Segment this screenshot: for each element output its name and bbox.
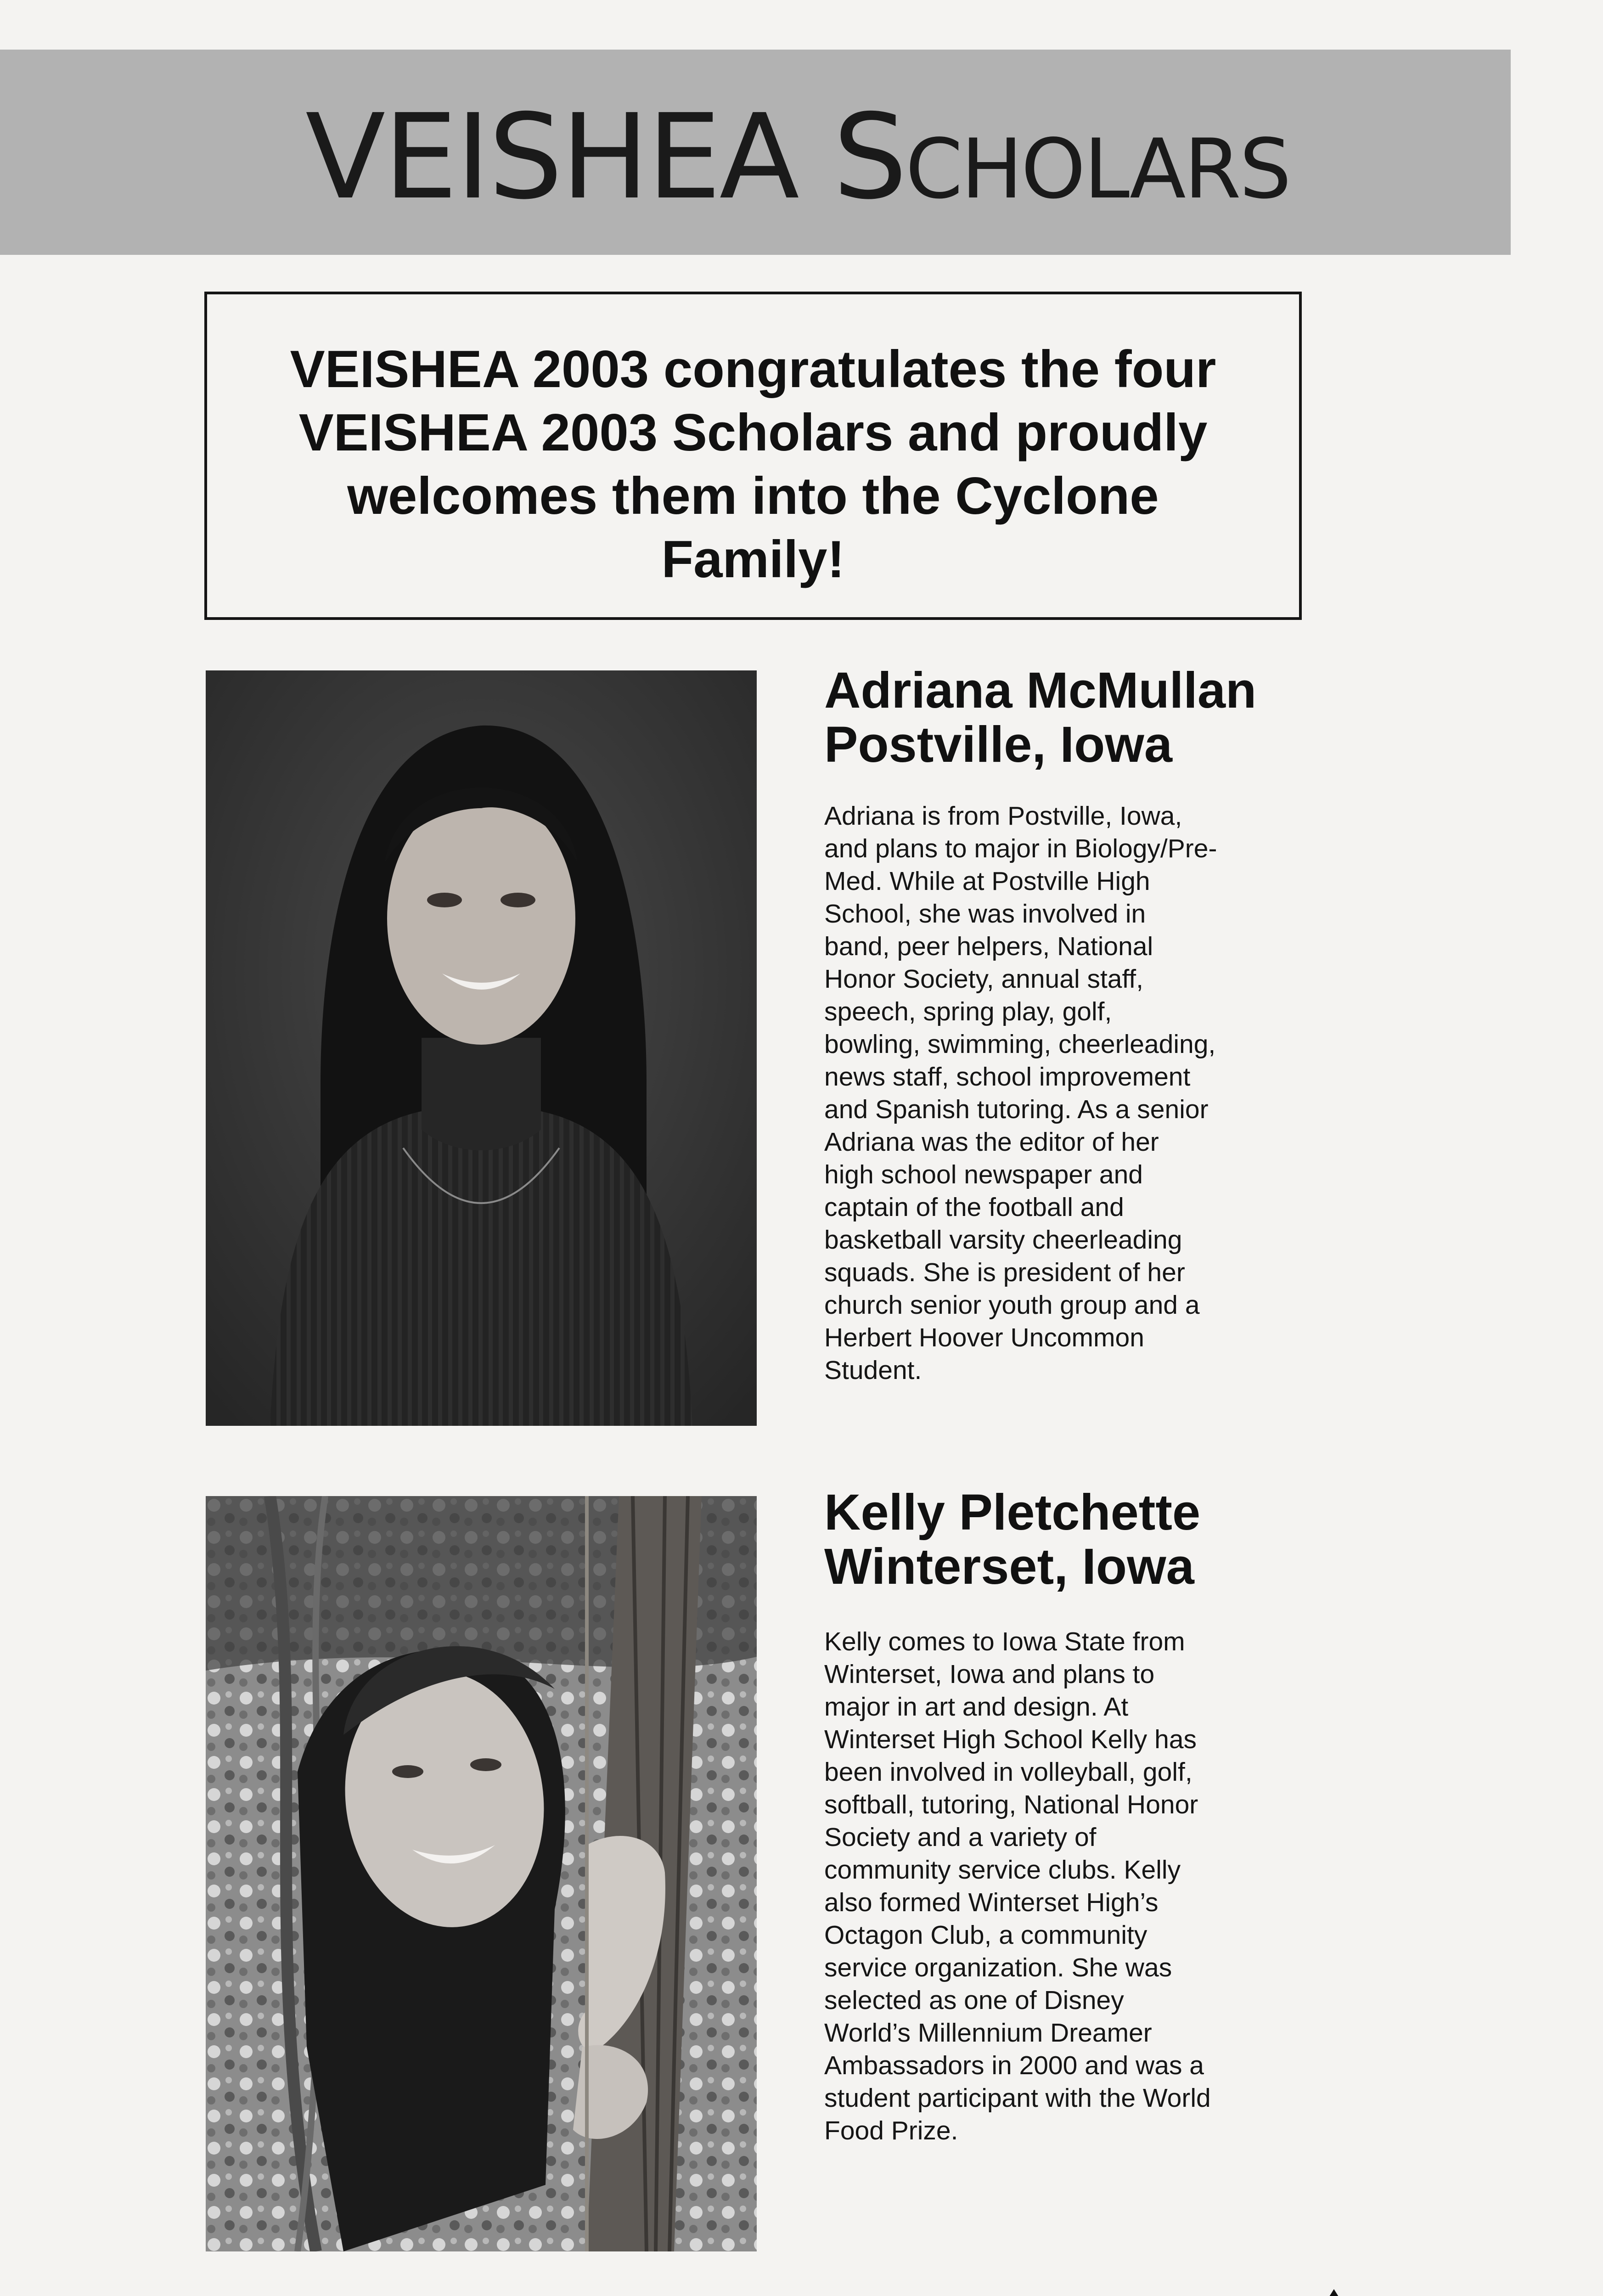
portrait-image	[206, 670, 757, 1426]
bio-line: and Spanish tutoring. As a senior	[824, 1095, 1209, 1124]
bio-line: Kelly comes to Iowa State from	[824, 1627, 1185, 1656]
page-title	[305, 89, 1290, 225]
scholar-heading-adriana	[824, 664, 1256, 772]
bio-line: band, peer helpers, National	[824, 932, 1153, 961]
bio-line: Food Prize.	[824, 2116, 958, 2145]
scholar-photo-adriana	[206, 670, 757, 1426]
scholar-name: Kelly Pletchette	[824, 1484, 1201, 1541]
bio-line: Octagon Club, a community	[824, 1920, 1147, 1950]
bio-line: also formed Winterset High’s	[824, 1888, 1159, 1917]
scholar-name: Adriana McMullan	[824, 662, 1257, 719]
title-main: VEISHEA	[305, 89, 798, 225]
scholar-bio-kelly	[824, 1626, 1339, 2147]
scholar-bio-adriana	[824, 800, 1339, 1387]
bio-line: service organization. She was	[824, 1953, 1172, 1982]
congrats-line-3: welcomes them into the Cyclone	[347, 467, 1159, 525]
scholar-photo-kelly	[206, 1496, 757, 2251]
bio-line: Med. While at Postville High	[824, 867, 1150, 896]
bio-line: community service clubs. Kelly	[824, 1855, 1181, 1885]
congrats-line-4: Family!	[661, 530, 845, 589]
scholar-hometown: Postville, Iowa	[824, 716, 1173, 773]
bio-line: speech, spring play, golf,	[824, 997, 1112, 1026]
bio-line: student participant with the World	[824, 2083, 1211, 2113]
bio-line: Adriana was the editor of her	[824, 1127, 1159, 1157]
bio-line: high school newspaper and	[824, 1160, 1143, 1189]
bio-line: Winterset High School Kelly has	[824, 1725, 1197, 1754]
bio-line: Student.	[824, 1356, 922, 1385]
congratulations-text	[207, 338, 1299, 591]
bio-line: Winterset, Iowa and plans to	[824, 1660, 1155, 1689]
bio-line: softball, tutoring, National Honor	[824, 1790, 1198, 1819]
bio-line: selected as one of Disney	[824, 1986, 1124, 2015]
bio-line: World’s Millennium Dreamer	[824, 2018, 1152, 2048]
congrats-line-2: VEISHEA 2003 Scholars and proudly	[298, 404, 1208, 462]
bio-line: captain of the football and	[824, 1193, 1124, 1222]
portrait-image	[206, 1496, 757, 2251]
congratulations-box	[204, 292, 1302, 620]
bio-line: Society and a variety of	[824, 1823, 1097, 1852]
veishea-logo	[1309, 2266, 1520, 2296]
bio-line: bowling, swimming, cheerleading,	[824, 1030, 1216, 1059]
bio-line: School, she was involved in	[824, 899, 1146, 929]
title-scholars: Scholars	[833, 89, 1290, 225]
bio-line: and plans to major in Biology/Pre-	[824, 834, 1217, 863]
bio-line: Ambassadors in 2000 and was a	[824, 2051, 1204, 2080]
congrats-line-1: VEISHEA 2003 congratulates the four	[290, 340, 1216, 399]
scholar-hometown: Winterset, Iowa	[824, 1538, 1194, 1595]
scholar-heading-kelly	[824, 1486, 1200, 1594]
bio-line: Honor Society, annual staff,	[824, 964, 1143, 994]
bio-line: squads. She is president of her	[824, 1258, 1185, 1287]
bio-line: Herbert Hoover Uncommon	[824, 1323, 1144, 1352]
bio-line: church senior youth group and a	[824, 1290, 1200, 1320]
bio-line: Adriana is from Postville, Iowa,	[824, 801, 1182, 831]
bio-line: basketball varsity cheerleading	[824, 1225, 1182, 1255]
bio-line: been involved in volleyball, golf,	[824, 1757, 1192, 1787]
bio-line: major in art and design. At	[824, 1692, 1129, 1722]
bio-line: news staff, school improvement	[824, 1062, 1191, 1092]
